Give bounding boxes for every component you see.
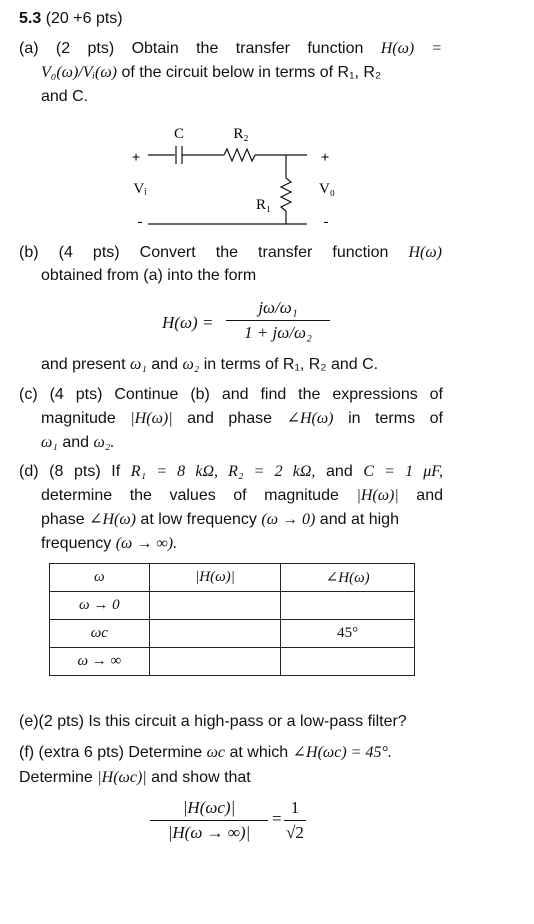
output-voltage-label: V₀ (318, 181, 336, 197)
table-cell: ωc (50, 620, 150, 648)
output-minus: - (323, 214, 329, 230)
part-d-line-1: (d) (8 pts) If R₁ = 8 kΩ, R₂ = 2 kΩ, and C = 1 μF, (19, 463, 444, 480)
resistor-r1 (281, 178, 291, 211)
table-row (50, 620, 415, 648)
table-cell (281, 592, 415, 620)
fraction-bar (284, 820, 306, 821)
problem-points: (20 +6 pts) (45, 10, 123, 27)
formula-lhs: H(ω) = (162, 313, 214, 332)
part-f-line-1: (f) (extra 6 pts) Determine ωc at which ∠H(ωc) = 45°. (19, 744, 392, 761)
part-a-line-2: V₀(ω)/Vᵢ(ω) of the circuit below in terms of R₁, R₂ (41, 64, 382, 81)
rhs-denominator: √2 (286, 823, 304, 842)
table-row (50, 592, 415, 620)
r1-label: R₁ (256, 197, 272, 213)
ratio-fraction (150, 797, 268, 844)
r2-label: R₂ (233, 126, 249, 142)
input-minus: - (137, 214, 143, 230)
voltage-ratio: V₀(ω)/Vᵢ(ω) (41, 64, 117, 81)
table-cell (281, 648, 415, 676)
table-header: |H(ω)| (149, 564, 281, 592)
part-d-line-2: determine the values of magnitude |H(ω)| and (41, 487, 443, 504)
fraction-bar (226, 320, 330, 321)
part-c-line-3: ω₁ and ω₂. (41, 434, 115, 451)
input-plus: + (131, 150, 141, 166)
table-cell (149, 620, 281, 648)
formula-numerator: jω/ω₁ (258, 298, 298, 317)
answer-table (49, 563, 415, 676)
part-c-line-2: magnitude |H(ω)| and phase ∠H(ω) in terms of (41, 410, 443, 427)
part-d-line-4: frequency (ω → ∞). (41, 535, 178, 552)
part-f-line-2: Determine |H(ωc)| and show that (19, 769, 251, 786)
part-e-line-1: (e)(2 pts) Is this circuit a high-pass or a low-pass filter? (19, 713, 407, 730)
table-cell: 45° (281, 620, 415, 648)
formula-fraction (226, 297, 330, 344)
table-header-row (50, 564, 415, 592)
ratio-numerator: |H(ωc)| (182, 798, 236, 817)
table-cell (149, 648, 281, 676)
capacitor-label: C (173, 126, 185, 142)
problem-number: 5.3 (19, 10, 42, 27)
table-row (50, 648, 415, 676)
rhs-fraction (284, 797, 306, 844)
table-cell (149, 592, 281, 620)
formula-denominator: 1 + jω/ω₂ (244, 323, 312, 342)
part-c-line-1: (c) (4 pts) Continue (b) and find the expressions of (19, 386, 443, 403)
table-cell: ω → 0 (50, 592, 150, 620)
transfer-function-symbol: H(ω) = (380, 40, 442, 57)
fraction-bar (150, 820, 268, 821)
part-a-line-3: and C. (41, 88, 89, 105)
table-header: ω (50, 564, 150, 592)
resistor-r2 (224, 149, 255, 161)
rhs-numerator: 1 (290, 798, 300, 817)
table-header: ∠H(ω) (281, 564, 415, 592)
part-b-line-1: (b) (4 pts) Convert the transfer function H(ω) (19, 244, 443, 261)
part-b-line-3: and present ω₁ and ω₂ in terms of R₁, R₂ and C. (41, 356, 379, 373)
ratio-equals: = (272, 809, 282, 828)
part-a-line-1: (a) (2 pts) Obtain the transfer function H(ω) = (19, 40, 442, 57)
output-plus: + (320, 150, 330, 166)
part-d-line-3: phase ∠H(ω) at low frequency (ω → 0) and at high (41, 511, 399, 528)
ratio-denominator: |H(ω → ∞)| (167, 823, 251, 842)
table-cell: ω → ∞ (50, 648, 150, 676)
input-voltage-label: Vᵢ (133, 181, 147, 197)
part-b-line-2: obtained from (a) into the form (41, 267, 257, 284)
